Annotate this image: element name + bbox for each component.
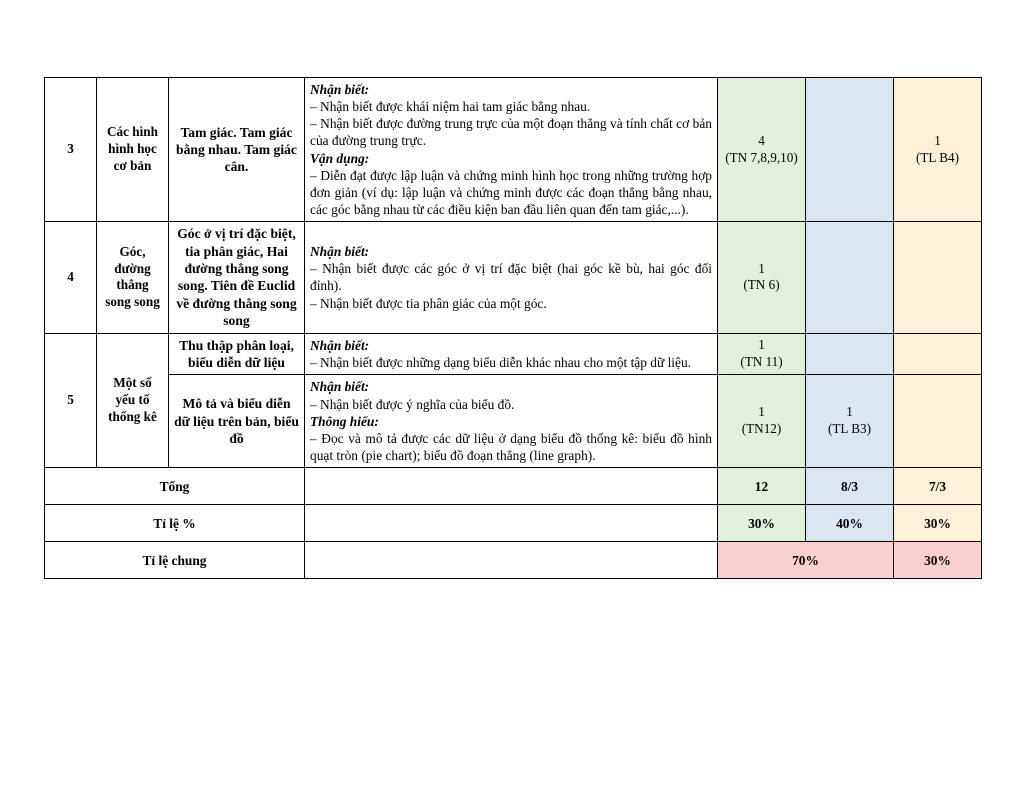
count-ref: (TN12)	[741, 421, 782, 437]
ratio-spacer	[305, 505, 718, 542]
requirement-line: – Diễn đạt được lập luận và chứng minh hình học trong những trường hợp đơn giản (ví dụ: lập luận và chứng minh được các đoạn thẳng bằng nhau, các góc bằng nhau từ các điều kiện ban đầu liên quan đến tam giác,...).	[310, 167, 712, 218]
row-requirements	[305, 375, 718, 468]
requirement-line: – Đọc và mô tả được các dữ liệu ở dạng biểu đồ thống kê: biểu đồ hình quạt tròn (pie chart); biểu đồ đoạn thẳng (line graph).	[310, 430, 712, 463]
row-subtopic: Tam giác. Tam giác bằng nhau. Tam giác cân.	[169, 78, 305, 222]
row-number: 5	[45, 333, 97, 468]
count-value: 1	[758, 404, 765, 420]
ratio-nhan-biet: 30%	[718, 505, 806, 542]
count-ref: (TL B4)	[915, 149, 960, 165]
count-thong-hieu	[806, 333, 894, 375]
count-nhan-biet	[718, 78, 806, 222]
level-label: Nhận biết:	[310, 337, 370, 353]
count-van-dung	[894, 78, 982, 222]
count-thong-hieu	[806, 78, 894, 222]
total-thong-hieu: 8/3	[806, 468, 894, 505]
ratio-thong-hieu: 40%	[806, 505, 894, 542]
total-nhan-biet: 12	[718, 468, 806, 505]
row-topic: Các hình hình học cơ bản	[97, 78, 169, 222]
row-subtopic: Thu thập phân loại, biểu diễn dữ liệu	[169, 333, 305, 375]
count-ref: (TN 7,8,9,10)	[725, 149, 798, 165]
general-ratio-spacer	[305, 542, 718, 579]
ratio-label: Tỉ lệ %	[45, 505, 305, 542]
count-value: 1	[846, 404, 853, 420]
count-nhan-biet	[718, 222, 806, 333]
requirement-line: – Nhận biết được ý nghĩa của biểu đồ.	[310, 396, 515, 412]
table-row-total	[45, 468, 982, 505]
document-page	[44, 77, 981, 579]
level-label: Nhận biết:	[310, 244, 370, 260]
exam-matrix-table	[44, 77, 982, 579]
table-row-ratio	[45, 505, 982, 542]
ratio-van-dung: 30%	[894, 505, 982, 542]
count-van-dung	[894, 333, 982, 375]
level-label: Nhận biết:	[310, 82, 370, 97]
row-requirements	[305, 78, 718, 222]
row-number: 3	[45, 78, 97, 222]
count-van-dung	[894, 375, 982, 468]
count-value: 1	[934, 132, 941, 148]
count-value: 1	[758, 260, 765, 276]
count-nhan-biet	[718, 333, 806, 375]
count-ref: (TL B3)	[827, 421, 872, 437]
general-ratio-right: 30%	[894, 542, 982, 579]
level-label: Vận dụng:	[310, 150, 370, 166]
row-number: 4	[45, 222, 97, 333]
row-topic: Một số yếu tố thống kê	[97, 333, 169, 468]
total-spacer	[305, 468, 718, 505]
total-van-dung: 7/3	[894, 468, 982, 505]
count-value: 4	[758, 132, 765, 148]
count-thong-hieu	[806, 222, 894, 333]
count-ref: (TN 6)	[743, 277, 780, 293]
count-nhan-biet	[718, 375, 806, 468]
count-ref: (TN 11)	[740, 353, 783, 369]
count-thong-hieu	[806, 375, 894, 468]
row-topic: Góc, đường thẳng song song	[97, 222, 169, 333]
row-subtopic: Mô tả và biểu diễn dữ liệu trên bản, biểu đồ	[169, 375, 305, 468]
row-subtopic: Góc ở vị trí đặc biệt, tia phân giác, Hai đường thẳng song song. Tiên đề Euclid về đường thẳng song song	[169, 222, 305, 333]
requirement-line: – Nhận biết được đường trung trực của một đoạn thẳng và tính chất cơ bản của đường trung trực.	[310, 116, 712, 149]
requirement-line: – Nhận biết được tia phân giác của một góc.	[310, 295, 547, 311]
table-row	[45, 375, 982, 468]
general-ratio-label: Tỉ lệ chung	[45, 542, 305, 579]
row-requirements	[305, 333, 718, 375]
count-value: 1	[758, 337, 765, 353]
requirement-line: – Nhận biết được khái niệm hai tam giác bằng nhau.	[310, 99, 591, 115]
general-ratio-left: 70%	[718, 542, 894, 579]
requirement-line: – Nhận biết được những dạng biểu diễn khác nhau cho một tập dữ liệu.	[310, 354, 692, 370]
table-row	[45, 222, 982, 333]
table-row	[45, 333, 982, 375]
row-requirements	[305, 222, 718, 333]
level-label: Nhận biết:	[310, 379, 370, 395]
count-van-dung	[894, 222, 982, 333]
table-row-general-ratio	[45, 542, 982, 579]
total-label: Tổng	[45, 468, 305, 505]
requirement-line: – Nhận biết được các góc ở vị trí đặc biệt (hai góc kề bù, hai góc đối đỉnh).	[310, 261, 712, 294]
level-label: Thông hiểu:	[310, 413, 379, 429]
table-row	[45, 78, 982, 222]
